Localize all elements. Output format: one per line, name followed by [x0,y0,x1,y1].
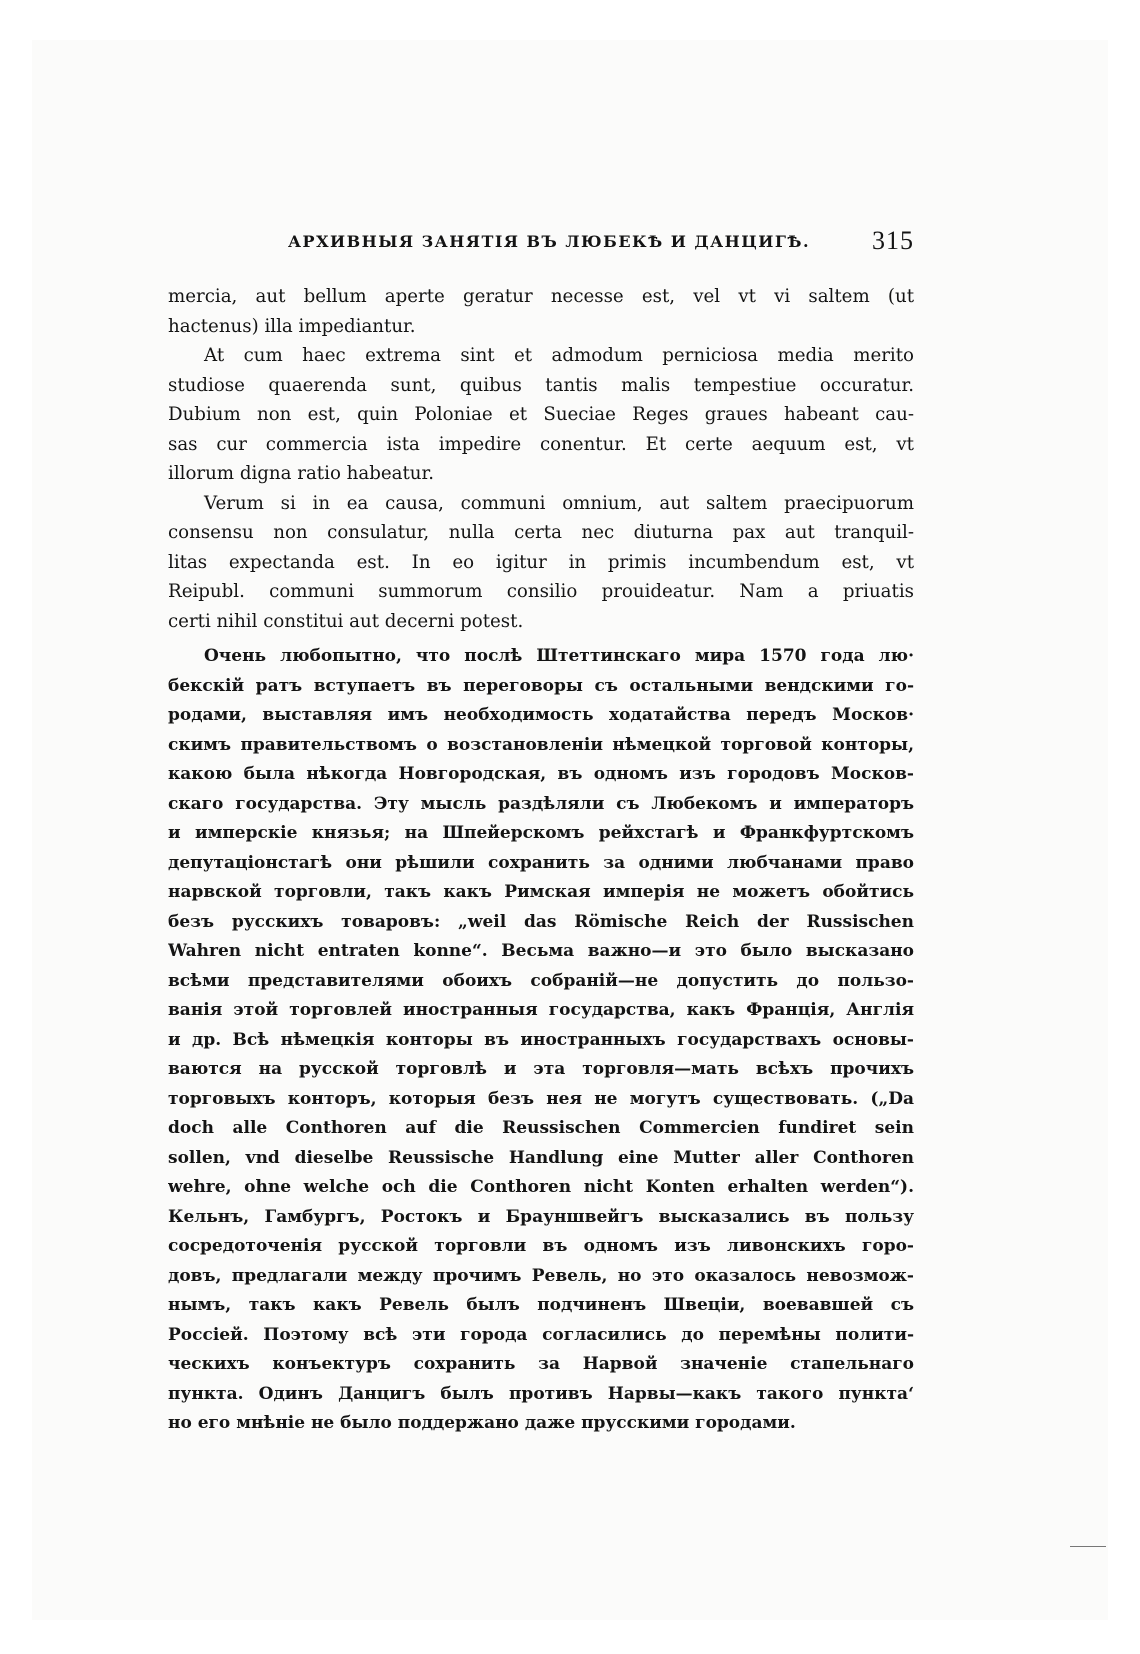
text-line: hactenus) illa impediantur. [168,315,416,337]
text-line: и имперскіе князья; на Шпейерскомъ рейхстагѣ и Франкфуртскомъ [168,823,914,843]
text-line: скимъ правительствомъ о возстановленіи нѣмецкой торговой конторы, [168,734,914,755]
text-line: нарвской торговли, такъ какъ Римская имперія не можетъ обойтись [168,882,914,902]
paragraph [168,341,914,489]
paragraph [168,489,914,637]
text-line: Wahren nicht entraten konne“. Весьма важно—и это было высказано [168,941,914,961]
text-line: довъ, предлагали между прочимъ Ревель, но это оказалось невозмож- [168,1265,914,1286]
text-line: сосредоточенія русской торговли въ одномъ изъ ливонскихъ горо- [168,1236,914,1256]
text-line: торговыхъ конторъ, которыя безъ нея не могутъ существовать. („Da [168,1088,914,1109]
text-line: sollen, vnd dieselbe Reussische Handlung eine Mutter aller Conthoren [168,1147,914,1168]
text-line: Dubium non est, quin Poloniae et Sueciae Reges graues habeant cau- [168,404,914,425]
text-line: Verum si in ea causa, communi omnium, aut saltem praecipuorum [204,492,914,514]
text-line: депутаціонстагѣ они рѣшили сохранить за одними любчанами право [168,852,914,873]
text-line: пункта. Одинъ Данцигъ былъ противъ Нарвы—какъ такого пункта‘ [168,1383,914,1404]
margin-rule [1070,1546,1106,1547]
text-line: illorum digna ratio habeatur. [168,463,434,484]
text-line: litas expectanda est. In eo igitur in primis incumbendum est, vt [168,551,914,573]
text-line: родами, выставляя имъ необходимость ходатайства передъ Москов· [168,705,914,725]
page-number: 315 [872,226,914,255]
text-line: wehre, ohne welche och die Conthoren nicht Konten erhalten werden“). [168,1177,914,1197]
text-line: и др. Всѣ нѣмецкія конторы въ иностранныхъ государствахъ основы- [168,1029,914,1050]
paragraph [168,642,914,1439]
text-line: certi nihil constitui aut decerni potest. [168,610,524,632]
text-line: mercia, aut bellum aperte geratur necesse est, vel vt vi saltem (ut [168,286,914,307]
text-line: но его мнѣніе не было поддержано даже прусскими городами. [168,1413,796,1433]
text-line: Кельнъ, Гамбургъ, Ростокъ и Брауншвейгъ высказались въ пользу [168,1206,914,1227]
page-header [168,226,914,264]
text-line: нымъ, такъ какъ Ревель былъ подчиненъ Швеціи, воевавшей съ [168,1295,914,1315]
text-line: Очень любопытно, что послѣ Штеттинскаго мира 1570 года лю· [204,646,914,666]
body-text [168,282,914,1439]
text-line: ваются на русской торговлѣ и эта торговля—мать всѣхъ прочихъ [168,1059,914,1079]
running-head: АРХИВНЫЯ ЗАНЯТІЯ ВЪ ЛЮБЕКѢ И ДАНЦИГѢ. [288,232,811,251]
text-line: Reipubl. communi summorum consilio prouideatur. Nam a priuatis [168,581,914,602]
text-line: ванія этой торговлей иностранныя государства, какъ Франція, Англія [168,1000,914,1020]
paragraph [168,282,914,341]
text-line: скаго государства. Эту мысль раздѣляли съ Любекомъ и императоръ [168,793,914,814]
text-line: всѣми представителями обоихъ собраній—не допустить до пользо- [168,970,914,991]
text-line: бекскій ратъ вступаетъ въ переговоры съ остальными вендскими го- [168,675,914,696]
text-line: studiose quaerenda sunt, quibus tantis malis tempestiue occuratur. [168,374,914,396]
text-line: какою была нѣкогда Новгородская, въ одномъ изъ городовъ Москов- [168,764,914,784]
text-line: At cum haec extrema sint et admodum perniciosa media merito [204,345,914,366]
text-line: Россіей. Поэтому всѣ эти города согласились до перемѣны полити- [168,1324,914,1345]
text-line: consensu non consulatur, nulla certa nec diuturna pax aut tranquil- [168,522,914,543]
text-line: doch alle Conthoren auf die Reussischen Commercien fundiret sein [168,1118,914,1138]
text-line: sas cur commercia ista impedire conentur. Et certe aequum est, vt [168,433,914,455]
text-line: безъ русскихъ товаровъ: „weil das Römische Reich der Russischen [168,911,914,932]
text-line: ческихъ конъектуръ сохранить за Нарвой значеніе стапельнаго [168,1354,914,1374]
